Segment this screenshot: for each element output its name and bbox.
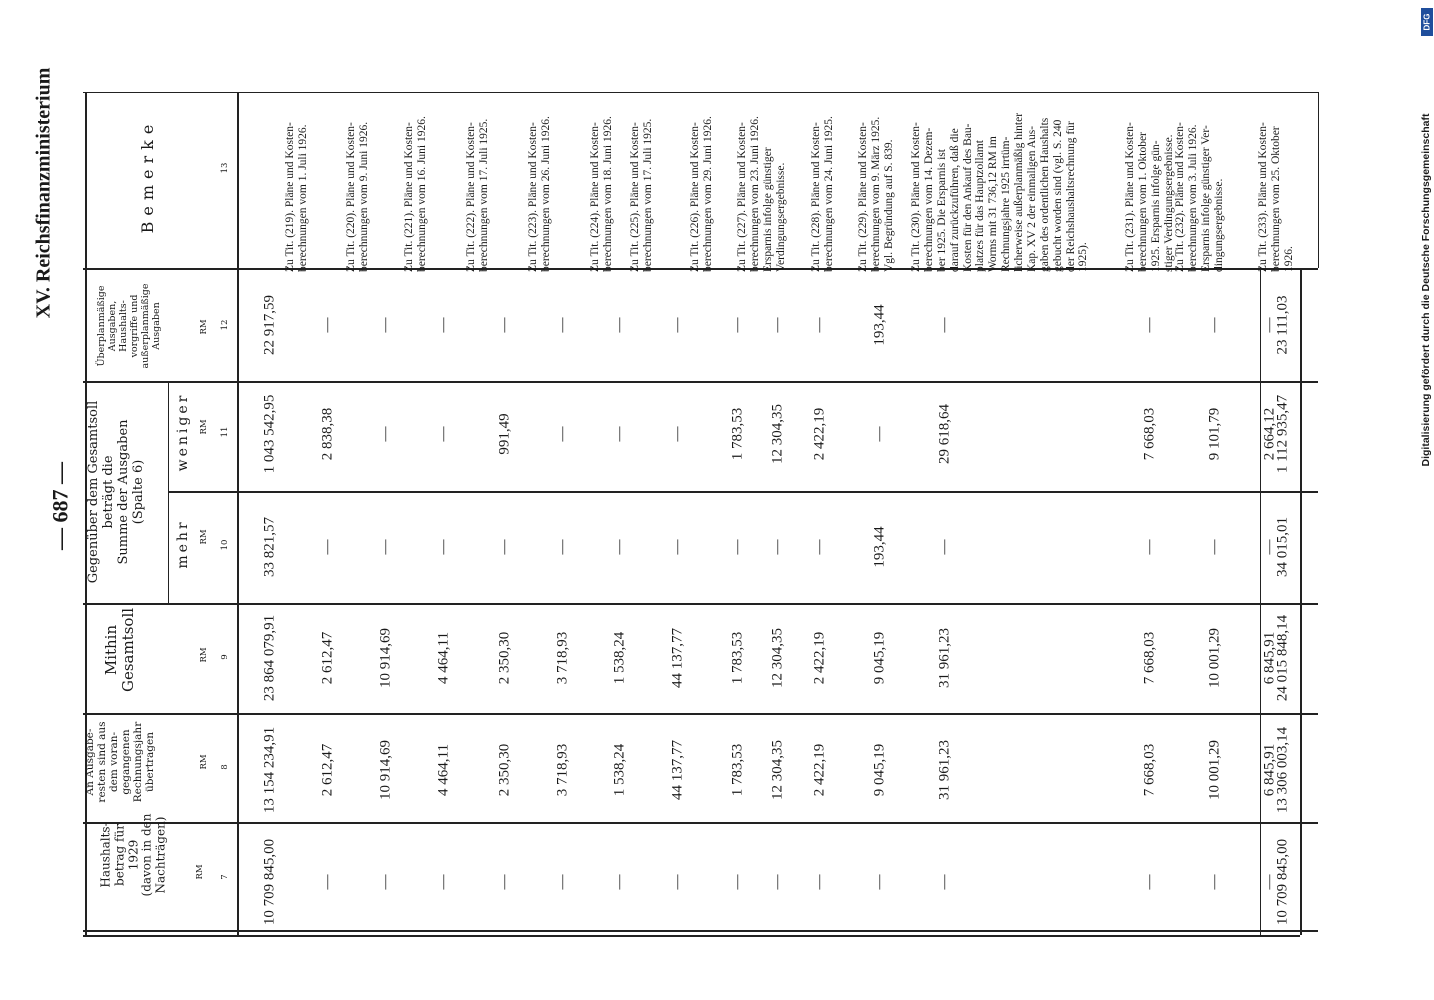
- header-col7: Haushalts- betrag für 1929 (davon in den Nachträgen): [98, 813, 168, 897]
- table-cell-col9: 1 783,53: [729, 631, 746, 685]
- table-cell-col12: —: [611, 317, 628, 333]
- table-cell-col9: 2 350,30: [496, 631, 513, 685]
- table-cell-col12: —: [1206, 317, 1223, 333]
- remark-note: Zu Tit. (224). Pläne und Kosten- berechnungen vom 18. Juni 1926.: [589, 116, 614, 272]
- table-cell-col9: 44 137,77: [669, 628, 686, 688]
- table-cell-col12: —: [769, 317, 786, 333]
- colnum-8: 8: [220, 764, 231, 770]
- header-col11: weniger: [174, 392, 191, 472]
- remark-note: Zu Tit. (228). Pläne und Kosten- berechnungen vom 24. Juni 1925.: [810, 116, 835, 272]
- table-cell-col9: 10 914,69: [377, 628, 394, 688]
- table-cell-col10: —: [319, 539, 336, 555]
- table-cell-col10: —: [729, 539, 746, 555]
- table-cell-col9: 9 045,19: [871, 631, 888, 685]
- table-cell-col8: 31 961,23: [936, 740, 953, 800]
- table-cell-col11: —: [611, 426, 628, 442]
- table-edge: [83, 92, 1318, 93]
- table-cell-col10: —: [611, 539, 628, 555]
- table-cell-col8: 2 612,47: [319, 743, 336, 797]
- table-cell-col11: 2 422,19: [811, 407, 828, 461]
- header-col13: Bemerke: [137, 118, 157, 234]
- table-cell-col7: —: [811, 874, 828, 890]
- remark-note: Zu Tit. (225). Pläne und Kosten- berechnungen vom 17. Juli 1925.: [629, 118, 654, 272]
- table-cell-col8: 2 422,19: [811, 743, 828, 797]
- table-cell-col7: —: [377, 874, 394, 890]
- table-cell-col11: 2 664,12: [1261, 407, 1278, 461]
- table-cell-col9: 23 864 079,91: [261, 614, 278, 702]
- header-col9: Mithin Gesamtsoll: [101, 607, 137, 693]
- table-cell-col8: 10 001,29: [1206, 740, 1223, 800]
- subheader-divider: [168, 381, 169, 603]
- table-cell-col9: 2 422,19: [811, 631, 828, 685]
- table-cell-col8: 1 538,24: [611, 743, 628, 797]
- table-cell-col7: —: [319, 874, 336, 890]
- table-cell-col10: —: [377, 539, 394, 555]
- table-cell-col9: 6 845,91: [1261, 631, 1278, 685]
- table-cell-col10: —: [435, 539, 452, 555]
- header-body-divider: [237, 92, 239, 935]
- table-cell-col10: —: [554, 539, 571, 555]
- table-cell-col12: 193,44: [871, 304, 888, 346]
- table-cell-col7: —: [1141, 874, 1158, 890]
- colnum-7: 7: [220, 874, 231, 880]
- table-cell-col10: —: [496, 539, 513, 555]
- remark-note: Zu Tit. (226). Pläne und Kosten- berechnungen vom 29. Juni 1926.: [689, 116, 714, 272]
- table-cell-col12: —: [1141, 317, 1158, 333]
- table-cell-col10: —: [1261, 539, 1278, 555]
- remark-note: Zu Tit. (219). Pläne und Kosten- berechnungen vom 1. Juli 1926.: [284, 122, 309, 272]
- table-edge-bottom: [83, 935, 1300, 937]
- unit-col9: RM: [199, 647, 210, 663]
- remark-note: Zu Tit. (223). Pläne und Kosten- berechnungen vom 26. Juni 1926.: [527, 116, 552, 272]
- table-cell-col11: 9 101,79: [1206, 407, 1223, 461]
- header-group10-11: Gegenüber dem Gesamtsoll beträgt die Summe der Ausgaben (Spalte 6): [86, 400, 146, 584]
- table-cell-col11: 991,49: [496, 413, 513, 455]
- remark-note: Zu Tit. (230). Pläne und Kosten- berechnungen vom 14. Dezem- ber 1925. Die Ersparnis ist darauf zurückzuführen, daß die Kosten für den Ankauf des Bau- platzes für das Hauptzollamt Worms mit 31 736,12 RM im Rechnungsjahre 1925 irrtüm- licherweise außerplanmäßig hinter Kap. XV 2 der einmaligen Aus- gaben des ordentlichen Haushalts gebucht worden sind (vgl. S. 240 der Reichshaushaltsrechnung für 1925).: [910, 112, 1090, 272]
- table-cell-col7: —: [611, 874, 628, 890]
- page-number: — 687 —: [47, 462, 73, 550]
- table-cell-col10: —: [811, 539, 828, 555]
- column-separator: [83, 930, 1318, 932]
- table-cell-col11: 12 304,35: [769, 404, 786, 464]
- unit-col12: RM: [199, 319, 210, 335]
- table-cell-col9: 31 961,23: [936, 628, 953, 688]
- remark-note: Zu Tit. (227). Pläne und Kosten- berechnungen vom 23. Juni 1926. Ersparnis infolge günstiger Verdingungsergebnisse.: [736, 116, 787, 272]
- table-cell-col11: —: [435, 426, 452, 442]
- table-cell-col12: —: [669, 317, 686, 333]
- table-cell-col7: 10 709 845,00: [261, 838, 278, 926]
- table-cell-col7: —: [936, 874, 953, 890]
- total-col11: 1 112 935,47: [1274, 394, 1291, 474]
- table-cell-col11: —: [377, 426, 394, 442]
- table-cell-col12: —: [936, 317, 953, 333]
- total-col7: 10 709 845,00: [1274, 838, 1291, 926]
- remark-note: Zu Tit. (222). Pläne und Kosten- berechnungen vom 17. Juli 1925.: [465, 118, 490, 272]
- remark-note: Zu Tit. (220). Pläne und Kosten- berechnungen vom 9. Juni 1926.: [345, 121, 370, 272]
- table-cell-col7: —: [496, 874, 513, 890]
- table-cell-col8: 1 783,53: [729, 743, 746, 797]
- table-cell-col11: 7 668,03: [1141, 407, 1158, 461]
- table-cell-col9: 3 718,93: [554, 631, 571, 685]
- colnum-12: 12: [220, 319, 231, 331]
- total-col9: 24 015 848,14: [1274, 614, 1291, 702]
- table-cell-col11: 29 618,64: [936, 404, 953, 464]
- column-separator: [168, 491, 1318, 493]
- table-cell-col12: —: [729, 317, 746, 333]
- table-cell-col7: —: [729, 874, 746, 890]
- table-cell-col11: 1 783,53: [729, 407, 746, 461]
- table-cell-col7: —: [554, 874, 571, 890]
- table-cell-col8: 13 154 234,91: [261, 726, 278, 814]
- colnum-11: 11: [220, 426, 231, 438]
- table-cell-col8: 9 045,19: [871, 743, 888, 797]
- digitization-note: Digitalisierung gefördert durch die Deutsche Forschungsgemeinschaft: [1419, 113, 1432, 467]
- table-cell-col12: —: [554, 317, 571, 333]
- table-cell-col12: 22 917,59: [261, 295, 278, 355]
- column-separator: [83, 381, 1318, 383]
- table-cell-col9: 10 001,29: [1206, 628, 1223, 688]
- table-cell-col8: 7 668,03: [1141, 743, 1158, 797]
- table-cell-col7: —: [769, 874, 786, 890]
- table-cell-col8: 4 464,11: [435, 744, 452, 796]
- table-right-border: [1318, 92, 1319, 268]
- table-cell-col12: —: [811, 317, 828, 333]
- remark-note: Zu Tit. (229). Pläne und Kosten- berechnungen vom 9. März 1925. Vgl. Begründung auf S. 839.: [856, 116, 895, 272]
- table-cell-col12: —: [377, 317, 394, 333]
- page-title: XV. Reichsfinanzministerium: [32, 67, 55, 319]
- table-cell-col11: 1 043 542,95: [261, 394, 278, 474]
- table-cell-col10: 193,44: [871, 526, 888, 568]
- total-col8: 13 306 003,14: [1274, 726, 1291, 814]
- table-cell-col8: 10 914,69: [377, 740, 394, 800]
- remark-note: Zu Tit. (233). Pläne und Kosten- berechnungen vom 25. Oktober 1926.: [1256, 122, 1295, 272]
- table-cell-col9: 7 668,03: [1141, 631, 1158, 685]
- table-cell-col8: 44 137,77: [669, 740, 686, 800]
- table-cell-col9: 12 304,35: [769, 628, 786, 688]
- remark-note: Zu Tit. (232). Pläne und Kosten- berechnungen vom 3. Juli 1926. Ersparnis infolge günstiger Ver- dingungsergebnisse.: [1174, 122, 1225, 272]
- table-cell-col10: 33 821,57: [261, 517, 278, 577]
- colnum-13: 13: [220, 162, 231, 174]
- totals-divider: [1300, 268, 1302, 935]
- table-cell-col12: —: [435, 317, 452, 333]
- table-cell-col10: —: [669, 539, 686, 555]
- table-cell-col12: —: [1261, 317, 1278, 333]
- header-col12: Überplanmäßige Ausgaben, Haushalts- vorgriffe und außerplanmäßige Ausgaben: [96, 283, 162, 369]
- colnum-10: 10: [220, 539, 231, 551]
- table-cell-col8: 6 845,91: [1261, 743, 1278, 797]
- table-cell-col12: —: [496, 317, 513, 333]
- table-cell-col9: 1 538,24: [611, 631, 628, 685]
- totals-divider: [1260, 268, 1261, 935]
- table-cell-col9: 4 464,11: [435, 632, 452, 684]
- table-cell-col8: 12 304,35: [769, 740, 786, 800]
- table-cell-col11: —: [871, 426, 888, 442]
- remark-note: Zu Tit. (221). Pläne und Kosten- berechnungen vom 16. Juni 1926.: [403, 116, 428, 272]
- table-cell-col12: —: [319, 317, 336, 333]
- table-cell-col7: —: [1261, 874, 1278, 890]
- colnum-9: 9: [220, 654, 231, 660]
- column-separator: [83, 603, 1318, 605]
- table-cell-col11: 2 838,38: [319, 407, 336, 461]
- unit-col8: RM: [199, 754, 210, 770]
- unit-col11: RM: [199, 419, 210, 435]
- table-cell-col7: —: [871, 874, 888, 890]
- dfg-logo: DFG: [1421, 8, 1433, 36]
- table-cell-col10: —: [936, 539, 953, 555]
- column-separator: [83, 822, 1318, 824]
- total-col12: 23 111,03: [1274, 295, 1291, 355]
- table-cell-col10: —: [1206, 539, 1223, 555]
- table-cell-col10: —: [1141, 539, 1158, 555]
- header-col10: mehr: [174, 519, 191, 569]
- table-cell-col7: —: [669, 874, 686, 890]
- table-cell-col7: —: [1206, 874, 1223, 890]
- table-cell-col11: —: [669, 426, 686, 442]
- header-col8: An Ausgabe- resten sind aus dem voran- gegangenen Rechnungsjahr übertragen: [83, 721, 157, 803]
- unit-col10: RM: [199, 529, 210, 545]
- table-cell-col7: —: [435, 874, 452, 890]
- table-cell-col10: —: [769, 539, 786, 555]
- remark-note: Zu Tit. (231). Pläne und Kosten- berechnungen vom 1. Oktober 1925. Ersparnis infolge gün- stiger Verdingungsergebnisse.: [1124, 122, 1175, 272]
- unit-col7: RM: [195, 864, 206, 880]
- table-cell-col8: 3 718,93: [554, 743, 571, 797]
- column-separator: [83, 713, 1318, 715]
- table-cell-col11: —: [554, 426, 571, 442]
- total-col10: 34 015,01: [1274, 517, 1291, 577]
- table-cell-col9: 2 612,47: [319, 631, 336, 685]
- table-cell-col8: 2 350,30: [496, 743, 513, 797]
